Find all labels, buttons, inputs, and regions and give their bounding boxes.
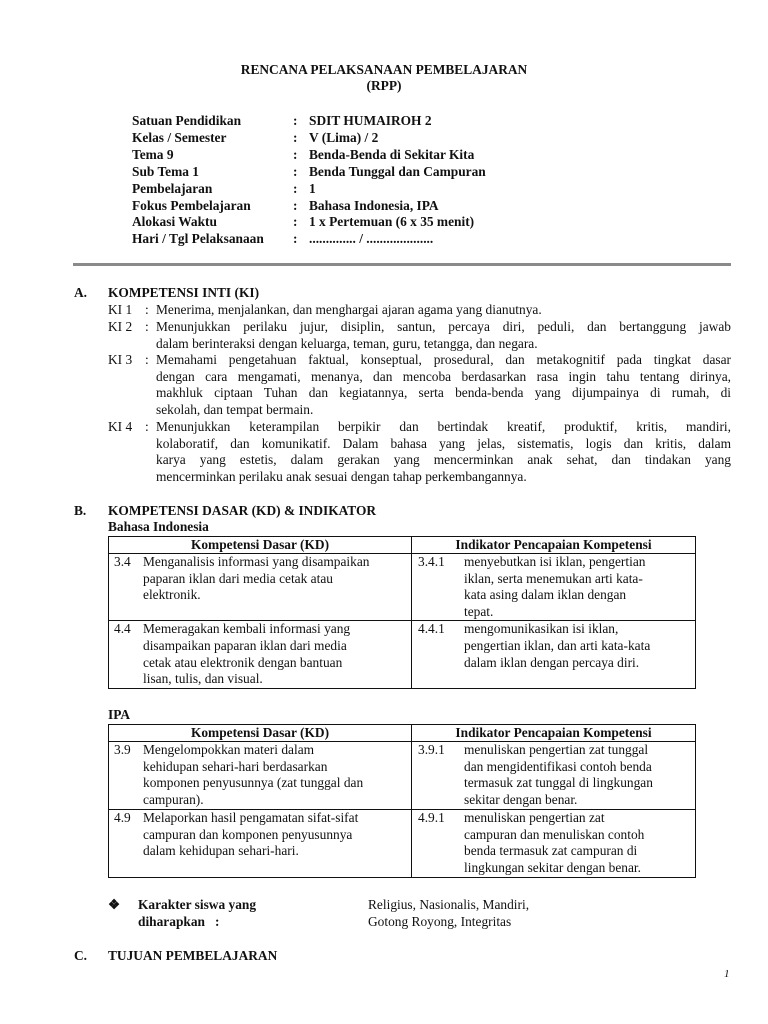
header-divider [73, 263, 731, 266]
subject-heading: IPA [108, 707, 131, 722]
section-c-title: TUJUAN PEMBELAJARAN [108, 948, 278, 963]
column-header: Kompetensi Dasar (KD) [109, 725, 412, 742]
kd-table-bahasa-indonesia [108, 536, 696, 689]
table-row: 4.4 Memeragakan kembali informasi yang disampaikan paparan iklan dari media cetak atau elektronik dengan bantuan lisan, tulis, dan visual. 4.4.1 mengomunikasikan isi iklan, pengertian iklan, dan arti kata-kata dalam iklan dengan percaya diri. [109, 621, 696, 689]
character-values: Religius, Nasionalis, Mandiri, Gotong Royong, Integritas [368, 897, 530, 929]
section-b-letter: B. [74, 503, 87, 518]
diamond-bullet-icon: ❖ [108, 897, 121, 912]
document-subtitle: (RPP) [366, 78, 402, 93]
column-header: Indikator Pencapaian Kompetensi [412, 537, 696, 554]
page-number: 1 [724, 968, 730, 980]
table-row: 3.4 Menganalisis informasi yang disampaikan paparan iklan dari media cetak atau elektronik. 3.4.1 menyebutkan isi iklan, pengertian iklan, serta menemukan arti kata- kata asing dalam iklan dengan tepat. [109, 554, 696, 621]
section-b-title: KOMPETENSI DASAR (KD) & INDIKATOR [108, 503, 377, 518]
kd-table-ipa [108, 724, 696, 878]
column-header: Indikator Pencapaian Kompetensi [412, 725, 696, 742]
table-row: 3.9 Mengelompokkan materi dalam kehidupan sehari-hari berdasarkan komponen penyusunnya (zat tunggal dan campuran). 3.9.1 menuliskan pengertian zat tunggal dan mengidentifikasi contoh benda termasuk zat tunggal di lingkungan sekitar dengan benar. [109, 742, 696, 810]
section-a-title: KOMPETENSI INTI (KI) [108, 285, 260, 300]
table-row: 4.9 Melaporkan hasil pengamatan sifat-sifat campuran dan komponen penyusunnya dalam kehidupan sehari-hari. 4.9.1 menuliskan pengertian zat campuran dan menuliskan contoh benda termasuk zat campuran di lingkungan sekitar dengan benar. [109, 810, 696, 878]
character-label: Karakter siswa yang diharapkan : [138, 897, 257, 929]
section-c-letter: C. [74, 948, 88, 963]
document-title: RENCANA PELAKSANAAN PEMBELAJARAN [240, 62, 528, 77]
column-header: Kompetensi Dasar (KD) [109, 537, 412, 554]
document-page: RENCANA PELAKSANAAN PEMBELAJARAN (RPP) Satuan Pendidikan : SDIT HUMAIROH 2 Kelas / Semester : V (Lima) / 2 Tema 9 : Benda-Benda di Sekitar Kita Sub Tema 1 : Benda Tunggal dan Campuran Pembelajaran : 1 Fokus Pembelajaran : Bahasa Indonesia, IPA Alokasi Waktu : 1 x Pertemuan (6 x 35 menit) Hari / Tgl Pelaksanaan : .............. / .................... A. KOMPETENSI INTI (KI) KI 1 : Menerima, menjalankan, dan menghargai ajaran agama yang dianutnya. KI 2 : Menunjukkan perilaku jujur, disiplin, santun, percaya diri, peduli, dan bertanggung jawab dalam berinteraksi dengan keluarga, teman, guru, tetangga, dan negara. KI 3 : Memahami pengetahuan faktual, konseptual, prosedural, dan metakognitif pada tingkat dasar dengan cara mengamati, menanya, dan mencoba berdasarkan rasa ingin tahu tentang dirinya, makhluk ciptaan Tuhan dan kegiatannya, serta benda-benda yang dijumpainya di rumah, di sekolah, dan tempat bermain. KI 4 : Menunjukkan keterampilan berpikir dan bertindak kreatif, produktif, kritis, mandiri, kolaboratif, dan komunikatif. Dalam bahasa yang jelas, sistematis, logis dan kritis, dalam karya yang estetis, dalam gerakan yang mencerminkan anak sehat, dan tindakan yang mencerminkan perilaku anak sesuai dengan tahap perkembangannya. B. KOMPETENSI DASAR (KD) & INDIKATOR Bahasa Indonesia Kompetensi Dasar (KD) Indikator Pencapaian Kompetensi 3.4 Menganalisis informasi yang disampaikan paparan iklan dari media cetak atau elektronik. 3.4.1 menyebutkan isi iklan, pengertian iklan, serta menemukan arti kata- kata asing dalam iklan dengan tepat. 4.4 Memeragakan kembali informasi yang disampaikan paparan iklan dari media cetak atau elektronik dengan bantuan lisan, tulis, dan visual. 4.4.1 mengomunikasikan isi iklan, pengertian iklan, dan arti kata-kata dalam iklan dengan percaya diri. IPA Kompetensi Dasar (KD) Indikator Pencapaian Kompetensi 3.9 Mengelompokkan materi dalam kehidupan sehari-hari berdasarkan komponen penyusunnya (zat tunggal dan campuran). 3.9.1 menuliskan pengertian zat tunggal dan mengidentifikasi contoh benda termasuk zat tunggal di lingkungan sekitar dengan benar. 4.9 Melaporkan hasil pengamatan sifat-sifat campuran dan komponen penyusunnya dalam kehidupan sehari-hari. 4.9.1 menuliskan pengertian zat campuran dan menuliskan contoh benda termasuk zat campuran di lingkungan sekitar dengan benar. ❖ Karakter siswa yang diharapkan : Religius, Nasionalis, Mandiri, Gotong Royong, Integritas C. TUJUAN PEMBELAJARAN 1 [0, 0, 768, 1024]
subject-heading: Bahasa Indonesia [108, 519, 209, 534]
section-a-letter: A. [74, 285, 88, 300]
